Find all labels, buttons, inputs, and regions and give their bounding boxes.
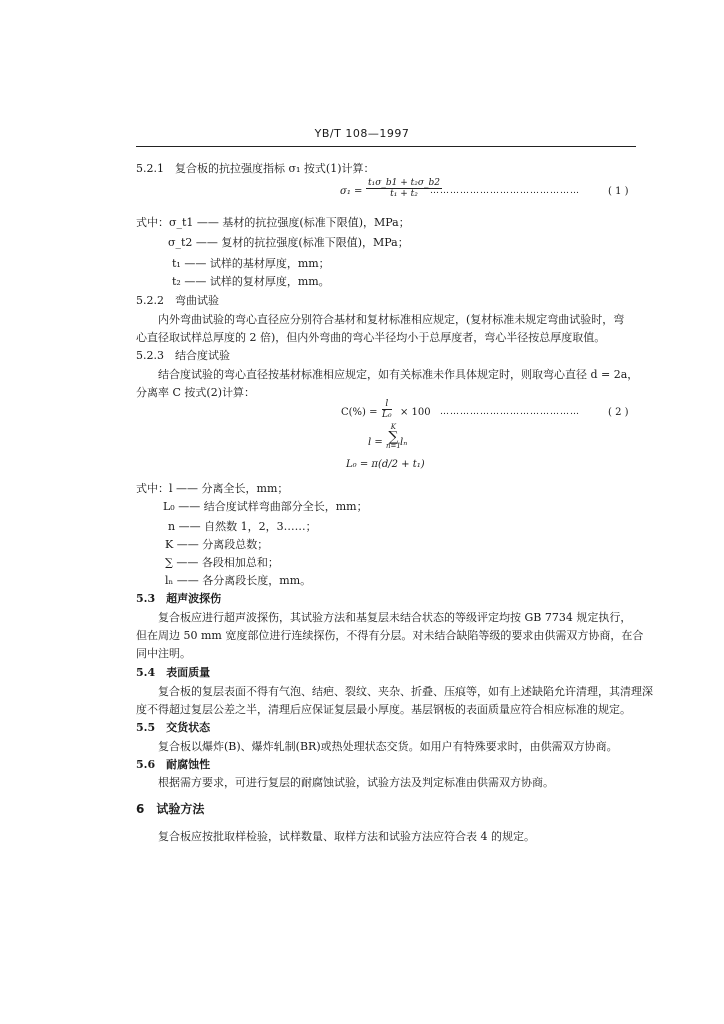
para-5-5-line-1: 复合板以爆炸(B)、爆炸轧制(BR)或热处理状态交货。如用户有特殊要求时，由供需双方协商。 bbox=[158, 740, 618, 753]
formula-1-number: ( 1 ) bbox=[608, 186, 629, 197]
formula-1-lhs: σ₁ = bbox=[340, 186, 363, 197]
header-rule bbox=[136, 146, 636, 147]
formula-2-numerator: l bbox=[382, 399, 392, 410]
where-2-5: ∑ —— 各段相加总和； bbox=[165, 556, 279, 569]
heading-5-2-3: 5.2.3 结合度试验 bbox=[136, 349, 230, 362]
sum-term: lₙ bbox=[400, 437, 408, 448]
formula-2-number: ( 2 ) bbox=[608, 407, 629, 418]
formula-1-numerator: t₁σ_b1 + t₂σ_b2 bbox=[368, 178, 440, 188]
heading-5-2-2: 5.2.2 弯曲试验 bbox=[136, 294, 219, 307]
para-5-2-3-line-1: 结合度试验的弯心直径按基材标准相应规定，如有关标准未作具体规定时，则取弯心直径 d = 2a， bbox=[158, 368, 639, 381]
where-1-3: t₁ —— 试样的基材厚度，mm； bbox=[172, 257, 330, 270]
para-5-3-line-2: 但在周边 50 mm 宽度部位进行连续探伤，不得有分层。对未结合缺陷等级的要求由供需双方协商，在合 bbox=[136, 629, 644, 642]
where-2-2: L₀ —— 结合度试样弯曲部分全长，mm； bbox=[163, 500, 368, 513]
sum-operator bbox=[386, 424, 401, 450]
para-5-3-line-1: 复合板应进行超声波探伤，其试验方法和基复层未结合状态的等级评定均按 GB 7734 规定执行， bbox=[158, 611, 632, 624]
formula-l0: L₀ = π(d/2 + t₁) bbox=[346, 459, 425, 470]
sum-upper-limit: K bbox=[390, 423, 397, 431]
formula-2-fraction bbox=[382, 399, 392, 420]
para-5-3-line-3: 同中注明。 bbox=[136, 647, 191, 660]
sum-lower-limit: n=1 bbox=[386, 442, 401, 450]
heading-5-5: 5.5 交货状态 bbox=[136, 721, 211, 734]
para-5-2-3-line-2: 分离率 C 按式(2)计算： bbox=[136, 386, 255, 399]
where-1-1: 式中：σ_t1 —— 基材的抗拉强度(标准下限值)，MPa； bbox=[136, 216, 410, 229]
where-2-3: n —— 自然数 1，2，3……； bbox=[168, 520, 317, 533]
where-2-1: 式中：l —— 分离全长，mm； bbox=[136, 482, 289, 495]
formula-2-lhs: C(%) = bbox=[341, 407, 378, 418]
sum-sign: ∑ bbox=[388, 429, 399, 445]
formula-2-denominator: L₀ bbox=[382, 410, 392, 420]
heading-5-3: 5.3 超声波探伤 bbox=[136, 592, 222, 605]
heading-5-6: 5.6 耐腐蚀性 bbox=[136, 758, 211, 771]
para-5-4-line-1: 复合板的复层表面不得有气泡、结疤、裂纹、夹杂、折叠、压痕等，如有上述缺陷允许清理，其清理深 bbox=[158, 685, 653, 698]
sum-lhs: l = bbox=[368, 437, 383, 448]
where-1-4: t₂ —— 试样的复材厚度，mm。 bbox=[172, 275, 330, 288]
formula-1-leader: ……………………………………… bbox=[430, 186, 580, 196]
heading-6: 6 试验方法 bbox=[136, 802, 205, 816]
where-2-6: lₙ —— 各分离段长度，mm。 bbox=[165, 574, 312, 587]
document-header: YB/T 108—1997 bbox=[314, 127, 410, 140]
where-2-4: K —— 分离段总数； bbox=[165, 538, 269, 551]
para-5-4-line-2: 度不得超过复层公差之半，清理后应保证复层最小厚度。基层钢板的表面质量应符合相应标准的规定。 bbox=[136, 703, 631, 716]
para-5-6-line-1: 根据需方要求，可进行复层的耐腐蚀试验，试验方法及判定标准由供需双方协商。 bbox=[158, 776, 554, 789]
para-5-2-2-line-2: 心直径取试样总厚度的 2 倍)，但内外弯曲的弯心半径均小于总厚度者，弯心半径按总厚度取值。 bbox=[136, 331, 606, 344]
para-6-line-1: 复合板应按批取样检验，试样数量、取样方法和试验方法应符合表 4 的规定。 bbox=[158, 830, 535, 843]
heading-5-2-1: 5.2.1 复合板的抗拉强度指标 σ₁ 按式(1)计算： bbox=[136, 162, 375, 175]
heading-5-4: 5.4 表面质量 bbox=[136, 666, 211, 679]
formula-2-leader: …………………………………… bbox=[440, 407, 580, 417]
para-5-2-2-line-1: 内外弯曲试验的弯心直径应分别符合基材和复材标准相应规定，(复材标准未规定弯曲试验时，弯 bbox=[158, 313, 625, 326]
formula-2-tail: × 100 bbox=[400, 407, 431, 418]
formula-1-denominator: t₁ + t₂ bbox=[390, 189, 418, 199]
where-1-2: σ_t2 —— 复材的抗拉强度(标准下限值)，MPa； bbox=[168, 236, 409, 249]
